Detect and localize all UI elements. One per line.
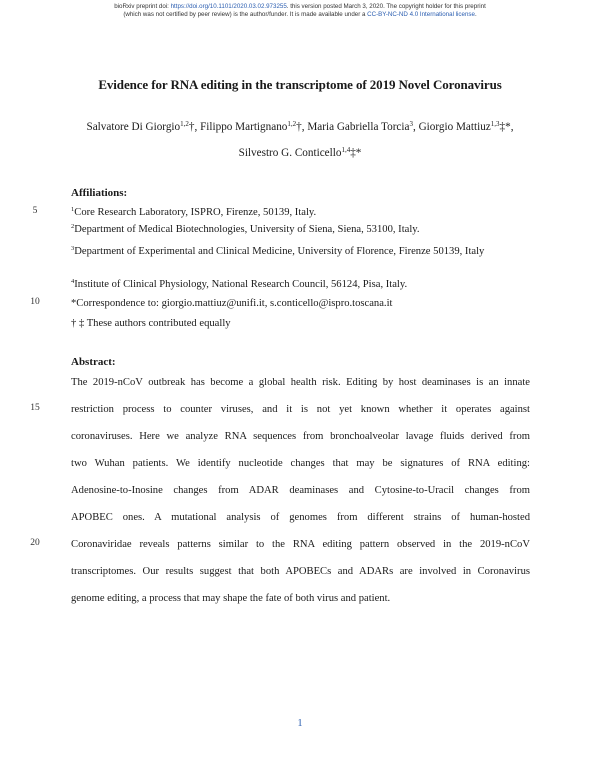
- affiliation-3: $^3$Department of Experimental and Clinical Medicine, University of Florence, Firenze 50139, Italy: [71, 245, 485, 257]
- abstract-line: restriction process to counter viruses, and it is not yet known whether it operates against: [71, 404, 530, 415]
- preprint-header-line-1: bioRxiv preprint doi: https://doi.org/10.1101/2020.03.02.973255. this version posted March 3, 2020. The copyright holder for this preprint: [114, 3, 486, 10]
- correspondence: *Correspondence to: giorgio.mattiuz@unifi.it, s.conticello@ispro.toscana.it: [71, 298, 393, 309]
- line-number: 10: [30, 297, 40, 307]
- license-link[interactable]: CC-BY-NC-ND 4.0 International license: [367, 11, 475, 18]
- paper-title: Evidence for RNA editing in the transcriptome of 2019 Novel Coronavirus: [98, 77, 502, 92]
- abstract-line: Coronaviridae reveals patterns similar to the RNA editing pattern observed in the 2019-nCoV: [71, 539, 530, 550]
- author: Giorgio Mattiuz$^{1,3}$‡*,: [418, 120, 514, 133]
- abstract-line: The 2019-nCoV outbreak has become a global health risk. Editing by host deaminases is an innate: [71, 377, 530, 388]
- affiliation-4: $^4$Institute of Clinical Physiology, National Research Council, 56124, Pisa, Italy.: [71, 278, 408, 290]
- author: Filippo Martignano$^{1,2}$†,: [200, 120, 308, 133]
- affiliations-heading: Affiliations:: [71, 187, 128, 199]
- line-number: 5: [32, 206, 38, 216]
- abstract-line: two Wuhan patients. We identify nucleotide changes that may be signatures of RNA editing:: [71, 458, 530, 469]
- abstract-line: genome editing, a process that may shape the fate of both virus and patient.: [71, 593, 391, 604]
- abstract-heading: Abstract:: [71, 356, 116, 368]
- equal-contribution-note: † ‡ These authors contributed equally: [71, 318, 231, 329]
- abstract-line: coronaviruses. Here we analyze RNA sequences from bronchoalveolar lavage fluids derived from: [71, 431, 530, 442]
- doi-link[interactable]: https://doi.org/10.1101/2020.03.02.973255: [170, 3, 287, 10]
- page-number: 1: [297, 718, 303, 729]
- preprint-header-line-2: (which was not certified by peer review) is the author/funder. It is made available under a CC-BY-NC-ND 4.0 International license.: [123, 11, 477, 18]
- line-number: 20: [30, 538, 40, 548]
- affiliation-2: $^2$Department of Medical Biotechnologies, University of Siena, Siena, 53100, Italy.: [71, 223, 420, 235]
- author: Silvestro G. Conticello$^{1,4}$‡*: [238, 146, 362, 159]
- abstract-line: Adenosine-to-Inosine changes from ADAR deaminases and Cytosine-to-Uracil changes from: [71, 485, 530, 496]
- author: Salvatore Di Giorgio$^{1,2}$†,: [86, 120, 201, 133]
- author: Maria Gabriella Torcia$^3$,: [307, 120, 419, 133]
- line-number: 15: [30, 403, 40, 413]
- author-list: [40, 114, 560, 166]
- preprint-header: [0, 3, 600, 19]
- abstract-line: transcriptomes. Our results suggest that both APOBECs and ADARs are involved in Coronavirus: [71, 566, 530, 577]
- affiliation-1: $^1$Core Research Laboratory, ISPRO, Firenze, 50139, Italy.: [71, 206, 317, 218]
- abstract-line: APOBEC ones. A mutational analysis of genomes from different strains of human-hosted: [71, 512, 530, 523]
